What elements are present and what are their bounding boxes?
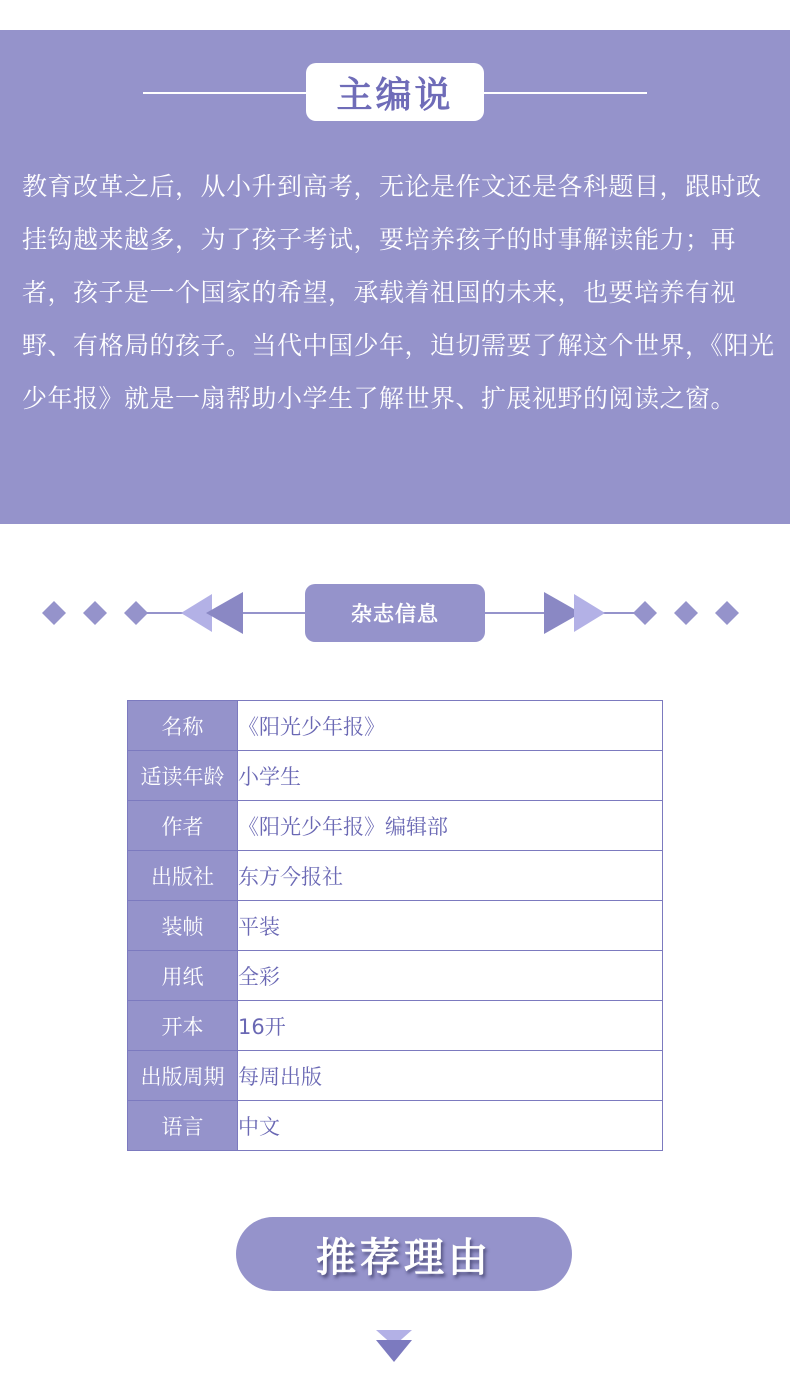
row-label: 适读年龄 [128, 751, 238, 801]
table-row [128, 1051, 663, 1101]
row-value: 中文 [238, 1101, 663, 1151]
diamond-icon [83, 601, 107, 625]
table-row [128, 1001, 663, 1051]
diamond-icon [633, 601, 657, 625]
row-value: 全彩 [238, 951, 663, 1001]
diamond-icon [674, 601, 698, 625]
table-row [128, 801, 663, 851]
row-label: 名称 [128, 701, 238, 751]
editor-body-text: 教育改革之后，从小升到高考，无论是作文还是各科题目，跟时政挂钩越来越多，为了孩子考试，要培养孩子的时事解读能力；再者，孩子是一个国家的希望，承载着祖国的未来，也要培养有视野、有格局的孩子。当代中国少年，迫切需要了解这个世界，《阳光少年报》就是一扇帮助小学生了解世界、扩展视野的阅读之窗。 [22, 172, 775, 413]
editor-section [0, 30, 790, 524]
row-value: 每周出版 [238, 1051, 663, 1101]
recommend-title: 推荐理由 [316, 1234, 492, 1281]
row-label: 作者 [128, 801, 238, 851]
row-label: 出版社 [128, 851, 238, 901]
magazine-info-header [0, 584, 790, 642]
double-triangle-right-icon [574, 594, 605, 632]
table-row [128, 851, 663, 901]
row-value: 《阳光少年报》编辑部 [238, 801, 663, 851]
diamond-icon [42, 601, 66, 625]
diamond-icon [124, 601, 148, 625]
title-divider-left [143, 92, 306, 94]
table-row [128, 901, 663, 951]
table-row [128, 701, 663, 751]
row-label: 用纸 [128, 951, 238, 1001]
magazine-info-title-badge [305, 584, 485, 642]
diamond-icon [715, 601, 739, 625]
row-value: 《阳光少年报》 [238, 701, 663, 751]
row-label: 开本 [128, 1001, 238, 1051]
row-label: 出版周期 [128, 1051, 238, 1101]
recommend-title-badge [236, 1217, 572, 1291]
row-value: 平装 [238, 901, 663, 951]
down-arrow-icon [374, 1328, 414, 1364]
editor-title: 主编说 [336, 74, 454, 116]
magazine-info-title: 杂志信息 [351, 602, 439, 626]
row-label: 语言 [128, 1101, 238, 1151]
row-value: 东方今报社 [238, 851, 663, 901]
row-value: 小学生 [238, 751, 663, 801]
table-row [128, 751, 663, 801]
row-label: 装帧 [128, 901, 238, 951]
magazine-info-table [127, 700, 663, 1151]
table-row [128, 1101, 663, 1151]
editor-title-badge [306, 63, 484, 121]
row-value: 16开 [238, 1001, 663, 1051]
title-divider-right [484, 92, 647, 94]
table-row [128, 951, 663, 1001]
